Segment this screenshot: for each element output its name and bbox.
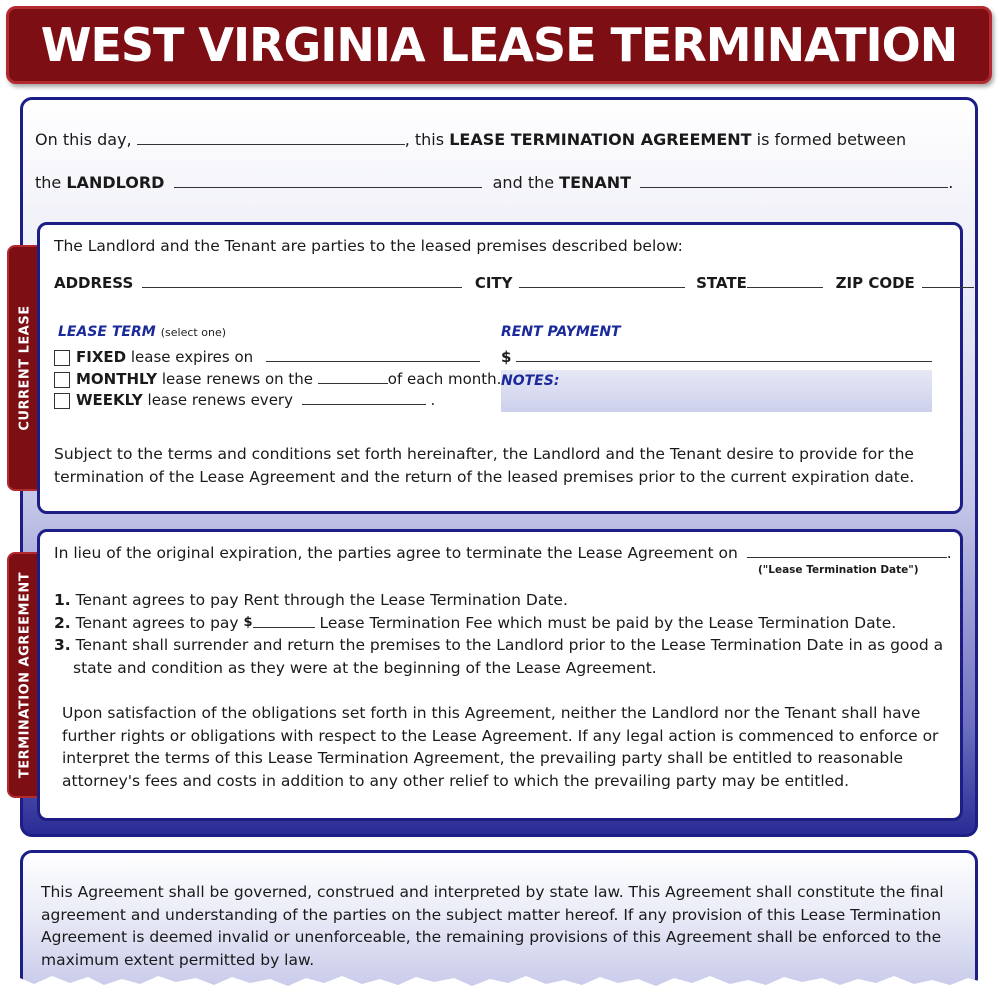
fee-field[interactable] <box>253 614 315 628</box>
zip-field[interactable] <box>922 274 974 288</box>
in-lieu-end: . <box>946 544 952 562</box>
term-text-2a: Tenant agrees to pay <box>75 613 239 632</box>
address-label: ADDRESS <box>54 274 134 292</box>
landlord-label: LANDLORD <box>66 173 165 192</box>
tenant-field[interactable] <box>640 174 948 188</box>
weekly-option <box>54 391 435 409</box>
upon-line-1: Upon satisfaction of the obligations set forth in this Agreement, neither the Landlord nor the Tenant shall have <box>62 704 921 722</box>
select-one-note: (select one) <box>160 326 226 339</box>
parties-text: The Landlord and the Tenant are parties to the leased premises described below: <box>54 237 683 255</box>
notes-label: NOTES: <box>501 373 560 389</box>
city-label: CITY <box>474 274 513 292</box>
weekly-checkbox[interactable] <box>54 393 70 409</box>
weekly-tail: . <box>430 391 436 409</box>
termination-date-field[interactable] <box>747 544 947 558</box>
subject-line-1: Subject to the terms and conditions set forth hereinafter, the Landlord and the Tenant desire to provide for the <box>54 445 914 463</box>
rent-row <box>501 348 932 366</box>
in-lieu-row <box>54 544 952 562</box>
intro-this: , this <box>404 130 445 149</box>
intro-the: the <box>35 173 62 192</box>
zip-label: ZIP CODE <box>835 274 915 292</box>
notes-area[interactable] <box>501 370 932 412</box>
rent-payment-label <box>501 321 621 340</box>
fixed-option <box>54 348 480 366</box>
terms-list <box>54 589 954 679</box>
rent-field[interactable] <box>516 348 932 362</box>
in-lieu-text: In lieu of the original expiration, the parties agree to terminate the Lease Agreement on <box>54 544 738 562</box>
upon-line-2: further rights or obligations with respect to the Lease Agreement. If any legal action is commenced to enforce or <box>62 726 939 745</box>
governing-line-2: agreement and understanding of the parties on the subject matter hereof. If any provision of this Lease Termination <box>41 905 942 924</box>
rent-payment-label-text: RENT PAYMENT <box>501 324 621 340</box>
state-field[interactable] <box>747 274 823 288</box>
term-num-1: 1. <box>54 591 71 609</box>
fixed-text: lease expires on <box>130 348 254 366</box>
subject-line-2: termination of the Lease Agreement and the return of the leased premises prior to the current expiration date. <box>54 467 915 486</box>
upon-line-3: interpret the terms of this Lease Termination Agreement, the prevailing party shall be entitled to reasonable <box>62 749 904 767</box>
address-row <box>54 274 974 292</box>
governing-paragraph <box>41 881 944 971</box>
termination-tab-label: TERMINATION AGREEMENT <box>17 571 33 779</box>
monthly-tail: of each month. <box>387 370 502 388</box>
intro-line-2 <box>35 173 953 192</box>
intro-period: . <box>948 173 954 192</box>
current-lease-box <box>37 222 963 514</box>
fixed-checkbox[interactable] <box>54 350 70 366</box>
fee-dollar: $ <box>243 614 253 630</box>
main-panel <box>17 97 978 837</box>
monthly-checkbox[interactable] <box>54 372 70 388</box>
page-title: WEST VIRGINIA LEASE TERMINATION <box>40 18 958 72</box>
current-lease-tab-label: CURRENT LEASE <box>17 305 33 431</box>
term-item-1 <box>54 589 954 612</box>
weekly-day-field[interactable] <box>302 391 426 405</box>
subject-paragraph <box>54 443 914 488</box>
intro-agreement-label: LEASE TERMINATION AGREEMENT <box>449 130 752 149</box>
monthly-option <box>54 370 501 388</box>
termination-box <box>37 529 963 821</box>
address-field[interactable] <box>142 274 462 288</box>
date-field[interactable] <box>137 131 405 145</box>
lease-term-heading <box>58 321 226 340</box>
term-num-2: 2. <box>54 613 71 632</box>
title-bar <box>6 6 992 84</box>
city-field[interactable] <box>519 274 685 288</box>
weekly-label: WEEKLY <box>76 391 143 409</box>
intro-on-this-day: On this day, <box>35 130 132 149</box>
term-item-3 <box>54 634 954 657</box>
term-num-3: 3. <box>54 636 71 654</box>
rent-dollar: $ <box>501 348 512 366</box>
upon-paragraph <box>62 702 938 792</box>
intro-line-1 <box>35 130 906 149</box>
governing-line-1: This Agreement shall be governed, construed and interpreted by state law. This Agreement shall constitute the final <box>41 883 944 901</box>
term-item-2 <box>54 612 954 635</box>
state-label: STATE <box>696 274 747 292</box>
landlord-field[interactable] <box>174 174 482 188</box>
upon-line-4: attorney's fees and costs in addition to any other relief to which the prevailing party may be entitled. <box>62 771 850 790</box>
term-text-2b: Lease Termination Fee which must be paid by the Lease Termination Date. <box>319 613 897 632</box>
monthly-text: lease renews on the <box>161 370 314 388</box>
fixed-date-field[interactable] <box>266 348 480 362</box>
term-text-1: Tenant agrees to pay Rent through the Lease Termination Date. <box>75 591 568 609</box>
monthly-label: MONTHLY <box>76 370 158 388</box>
monthly-day-field[interactable] <box>318 370 388 384</box>
governing-line-3: Agreement is deemed invalid or unenforceable, the remaining provisions of this Agreement shall be enforced to the <box>41 928 942 946</box>
term-text-3: Tenant shall surrender and return the premises to the Landlord prior to the Lease Termination Date in as good a <box>75 636 944 654</box>
intro-formed-between: is formed between <box>756 130 907 149</box>
tenant-label: TENANT <box>559 173 632 192</box>
date-caption: ("Lease Termination Date") <box>758 564 919 576</box>
torn-edge <box>0 964 1000 1000</box>
governing-line-4: maximum extent permitted by law. <box>41 950 315 969</box>
intro-and-the: and the <box>492 173 555 192</box>
term-text-3b: state and condition as they were at the beginning of the Lease Agreement. <box>73 658 657 677</box>
fixed-label: FIXED <box>76 348 127 366</box>
lease-term-label: LEASE TERM <box>58 324 156 340</box>
weekly-text: lease renews every <box>147 391 293 409</box>
